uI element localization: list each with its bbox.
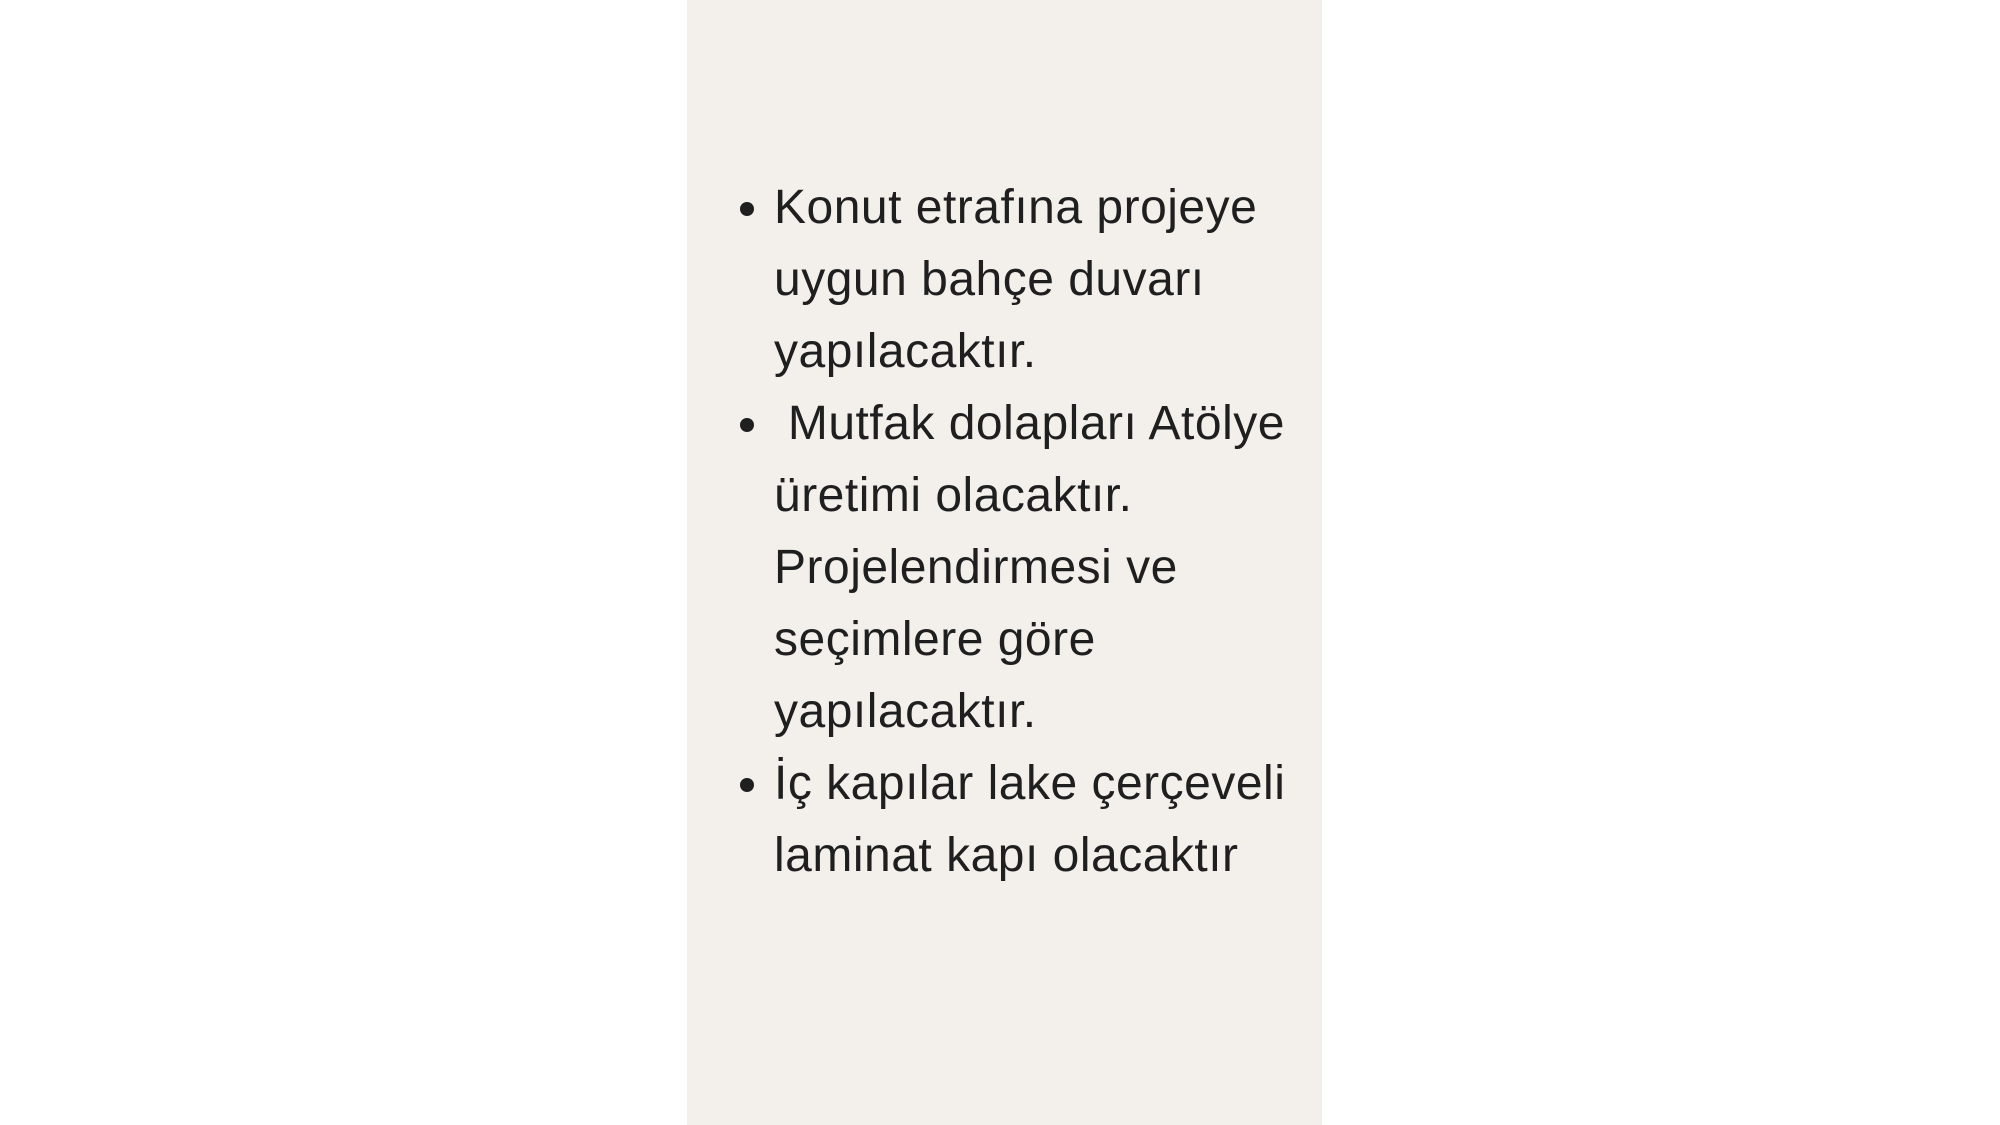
- bullet-text: Konut etrafına projeye uygun bahçe duvarı yapılacaktır.: [774, 181, 1258, 378]
- bullet-item-garden-wall: [740, 172, 1310, 388]
- bullet-list: [740, 172, 1310, 892]
- bullet-text: İç kapılar lake çerçeveli laminat kapı olacaktır: [774, 757, 1286, 882]
- bullet-dot-icon: [740, 778, 754, 792]
- bullet-dot-icon: [740, 418, 754, 432]
- bullet-item-interior-doors: [740, 748, 1310, 892]
- bullet-dot-icon: [740, 202, 754, 216]
- bullet-item-kitchen-cabinets: [740, 388, 1310, 748]
- bullet-text: Mutfak dolapları Atölye üretimi olacaktır. Projelendirmesi ve seçimlere göre yapılacaktır.: [774, 397, 1299, 738]
